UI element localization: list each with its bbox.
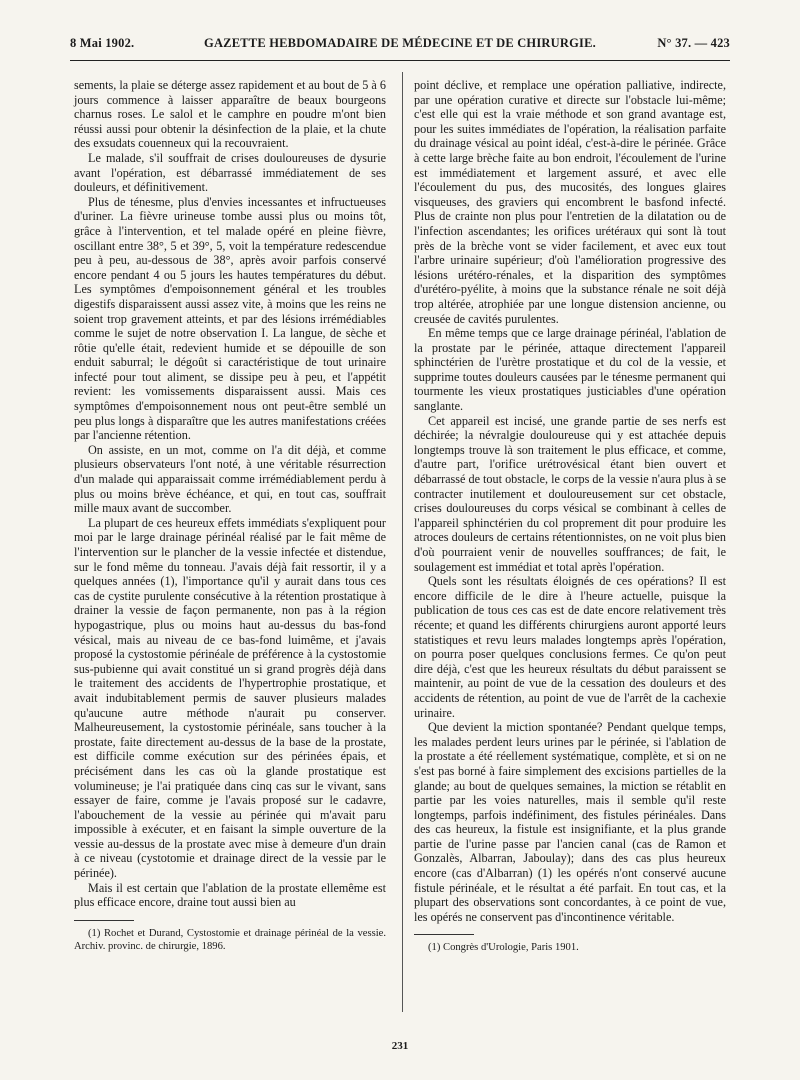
paragraph: Cet appareil est incisé, une grande partie de ses nerfs est déchirée; la névralgie douloureuse qui y est attachée depuis longtemps trouve là son traitement le plus efficace, et comme, d'autre part, l'orifice urétrovésical étant bien ouvert et débarrassé de tout obstacle, le corps de la vessie n'aura plus à se contracter inutilement et douloureusement sur cet obstacle, crises douloureuses du corps vésical se combinant à celles de l'appareil sphinctérien du col proprement dit pour produire les atroces douleurs de certains rétentionnistes, on ne voit plus bien d'où pourraient venir de nouvelles souffrances; de fait, le soulagement est immédiat et total après l'opération. bbox=[414, 413, 726, 574]
header-date: 8 Mai 1902. bbox=[70, 36, 135, 50]
paragraph: La plupart de ces heureux effets immédiats s'expliquent pour moi par le large drainage périnéal réalisé par le fait même de l'intervention sur le plancher de la vessie infectée et distendue, sur le fond même du tonneau. J'avais déjà fait ressortir, il y a quelques années (1), l'importance qu'il y aurait dans tous ces cas de cystite purulente consécutive à la rétention prostatique à drainer la vessie de façon permanente, non pas à la région hypogastrique, plus ou moins haut au-dessus du bas-fond vésical, mais au niveau de ce bas-fond luimême, et j'avais proposé la cystostomie périnéale de préférence à la cystostomie sus-pubienne qui avait constitué un si grand progrès déjà dans le traitement des accidents de l'hypertrophie prostatique, et avait indubitablement permis de sauver plusieurs malades qu'aucune autre méthode n'aurait pu conserver. Malheureusement, la cystostomie périnéale, sans toucher à la prostate, faite directement au-dessus de la base de la prostate, est difficile comme exécution sur des périnées épais, et précisément dans les cas où la glande prostatique est volumineuse; je l'ai pratiquée dans cinq cas sur le vivant, sans essayer de faire, comme je l'avais proposé sur le cadavre, l'abouchement de la vessie au périnée qui m'avait paru impossible à exécuter, et en faisant la simple ouverture de la vessie au-dessus de la prostate avec mise à demeure d'un drain à ce niveau (cystotomie et drainage direct de la vessie par le périnée). bbox=[74, 515, 386, 881]
footnote: (1) Rochet et Durand, Cystostomie et drainage périnéal de la vessie. Archiv. provinc. de chirurgie, 1896. bbox=[74, 927, 386, 952]
running-header bbox=[70, 36, 730, 56]
footnote-rule bbox=[74, 920, 134, 921]
paragraph: En même temps que ce large drainage périnéal, l'ablation de la prostate par le périnée, attaque directement l'appareil sphinctérien de l'urètre prostatique et du col de la vessie, et supprime toutes douleurs causées par le ténesme permanent qui tourmente les vieux prostatiques justiciables d'une opération sanglante. bbox=[414, 326, 726, 414]
paragraph: On assiste, en un mot, comme on l'a dit déjà, et comme plusieurs observateurs l'ont noté, à une véritable résurrection d'un malade qui apparaissait comme irrémédiablement perdu à plus ou moins brève échéance, et qui, en tout cas, souffrait mille maux avant de succomber. bbox=[74, 442, 386, 516]
paragraph: Mais il est certain que l'ablation de la prostate ellemême est plus efficace encore, draine tout aussi bien au bbox=[74, 880, 386, 910]
header-rule bbox=[70, 60, 730, 61]
column-divider bbox=[402, 72, 403, 1012]
left-column bbox=[74, 78, 386, 953]
paragraph: point déclive, et remplace une opération palliative, indirecte, par une opération curative et directe sur l'obstacle lui-même; c'est elle qui est la vraie méthode et son grand avantage est, pour les suites immédiates de l'opération, la réalisation parfaite du drainage vésical au point idéal, c'est-à-dire le périnée. Grâce à cette large brèche faite au bon endroit, l'écoulement de l'urine est immédiatement et largement assuré, et avec elle l'écoulement du pus, des mucosités, des longues glaires visqueuses, des graviers qui encombrent le basfond infecté. Plus de crainte non plus pour l'entretien de la dilatation ou de l'infection ascendantes; les orifices urétéraux qui sont là tout près de la brèche vont se vider facilement, et avec eux tout l'arbre urinaire supérieur; d'où l'amélioration progressive des lésions urétéro-rénales, et la disparition des symptômes d'urétéro-pyélite, à moins que la substance rénale ne soit déjà trop altérée, atrophiée par une longue distension ancienne, ou creusée de cavités purulentes. bbox=[414, 78, 726, 326]
page-number: 231 bbox=[391, 1040, 409, 1052]
footnote: (1) Congrès d'Urologie, Paris 1901. bbox=[428, 942, 579, 954]
paragraph: sements, la plaie se déterge assez rapidement et au bout de 5 à 6 jours commence à laisser apparaître de beaux bourgeons charnus roses. Le salol et le camphre en poudre m'ont bien réussi aussi pour obtenir la désinfection de la plaie, et la chute des exsudats couenneux qui la recouvraient. bbox=[74, 78, 386, 151]
paragraph: Que devient la miction spontanée? Pendant quelque temps, les malades perdent leurs urines par le périnée, si l'ablation de la prostate a été réellement systématique, complète, et si on ne s'est pas borné à faire simplement des excisions partielles de la glande; au bout de quelques semaines, la miction se rétablit en partie par les voies naturelles, mais il semble qu'il reste longtemps, parfois indéfiniment, des fistules périnéales. Dans des cas heureux, la fistule est insignifiante, et la plus grande partie de l'urine passe par l'ancien canal (cas de Ramon et Gonzalès, Albarran, Jaboulay); dans des cas plus heureux encore (cas d'Albarran) (1) les opérés n'ont conservé aucune fistule périnéale, et le résultat a été parfait. En tout cas, et la plupart des observations sont concordantes, à ce point de vue, les opérés ne conservent pas d'incontinence véritable. bbox=[414, 720, 726, 924]
paragraph: Plus de ténesme, plus d'envies incessantes et infructueuses d'uriner. La fièvre urineuse tombe aussi plus ou moins tôt, grâce à l'intervention, et tel malade opéré en pleine fièvre, oscillant entre 38°, 5 et 39°, 5, voit la température redescendue peu à peu, au-dessous de 38°, après avoir parfois conservé encore pendant 4 ou 5 jours les hautes températures du début. Les symptômes d'empoisonnement général et les troubles digestifs disparaissent aussi assez vite, à moins que les reins ne soient trop gravement atteints, et par des lésions irrémédiables comme le sujet de notre observation I. La langue, de sèche et rôtie qu'elle était, redevient humide et se dépouille de son enduit saburral; le dégoût si caractéristique de tout urinaire infecté pour tout aliment, se dissipe peu à peu, et l'appétit revient: les vomissements disparaissent aussi. Mais ces symptômes d'empoisonnement nous ont peut-être semblé un peu plus longs à disparaître que les autres manifestations créées par l'ancienne rétention. bbox=[74, 194, 386, 443]
paragraph: Le malade, s'il souffrait de crises douloureuses de dysurie avant l'opération, est débarrassé immédiatement de ses douleurs, et définitivement. bbox=[74, 150, 386, 195]
right-column bbox=[414, 78, 726, 954]
paragraph: Quels sont les résultats éloignés de ces opérations? Il est encore difficile de le dire à l'heure actuelle, puisque la publication de tous ces cas est de date encore relativement très récente; et quand les différents chirurgiens auront apporté leurs statistiques et revu leurs malades longtemps après l'opération, on pourra poser quelques conclusions fermes. Ce qu'on peut dire déjà, c'est que les heureux résultats du début paraissent se maintenir, au point de vue de la cessation des douleurs et des accidents de rétention, au point de vue de l'arrêt de la cachexie urinaire. bbox=[414, 574, 726, 720]
footnote-rule bbox=[414, 934, 474, 935]
issue-page-number: N° 37. — 423 bbox=[657, 36, 730, 50]
journal-title: GAZETTE HEBDOMADAIRE DE MÉDECINE ET DE CHIRURGIE. bbox=[204, 36, 596, 50]
